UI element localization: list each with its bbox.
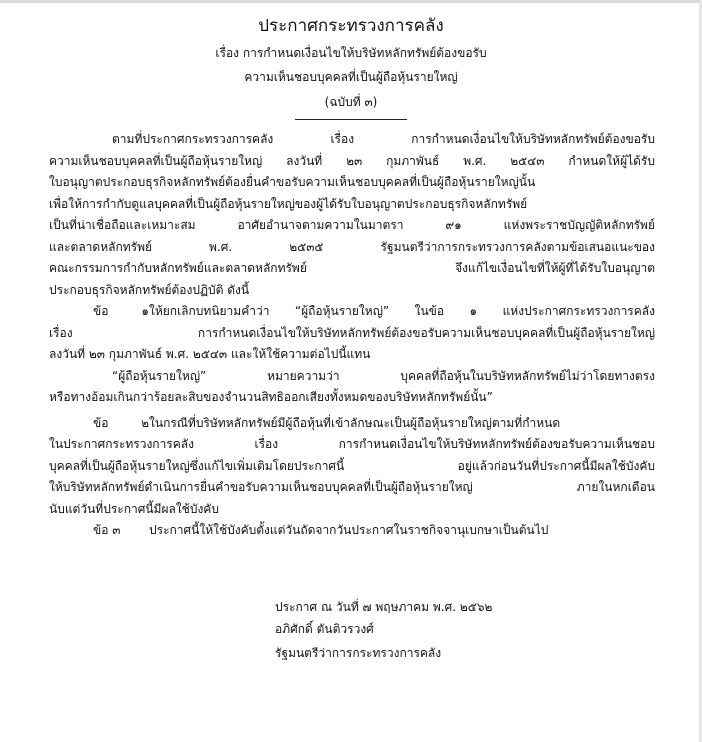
definition-line: “ผู้ถือหุ้นรายใหญ่” หมายความว่า บุคคลที่ถือหุ้นในบริษัทหลักทรัพย์ไม่ว่าโดยทางตรง [112,368,655,383]
clause-3-line [49,520,655,542]
edition-number: (ฉบับที่ ๓) [324,95,378,109]
title-divider [295,119,407,120]
intro-line: เพื่อให้การกำกับดูแลบุคคลที่เป็นผู้ถือหุ้นรายใหญ่ของผู้ได้รับใบอนุญาตประกอบธุรกิจหลักทรัพย์ [49,196,528,211]
clause-3-label: ข้อ ๓ [93,523,121,537]
clause-2-line: นับแต่วันที่ประกาศนี้มีผลใช้บังคับ [49,501,219,516]
clause-1-text: ให้ยกเลิกบทนิยามคำว่า “ผู้ถือหุ้นรายใหญ่” ในข้อ ๑ แห่งประกาศกระทรวงการคลัง [149,304,655,318]
clause-2-text: ในกรณีที่บริษัทหลักทรัพย์มีผู้ถือหุ้นที่เข้าลักษณะเป็นผู้ถือหุ้นรายใหญ่ตามที่กำหนด [149,415,561,430]
clause-1-line: ลงวันที่ ๒๓ กุมภาพันธ์ พ.ศ. ๒๕๔๓ และให้ใช้ความต่อไปนี้แทน [49,347,371,361]
clause-1-line [49,301,655,323]
clause-2-line: ให้บริษัทหลักทรัพย์ดำเนินการยื่นคำขอรับความเห็นชอบบุคคลที่เป็นผู้ถือหุ้นรายใหญ่ ภายในหกเดือน [49,480,655,494]
intro-line: ประกอบธุรกิจหลักทรัพย์ต้องปฏิบัติ ดังนี้ [49,282,250,297]
clause-2-label: ข้อ ๒ [93,415,149,430]
signatory-name: อภิศักดิ์ ตันติวรวงศ์ [275,622,374,636]
intro-line: คณะกรรมการกำกับหลักทรัพย์และตลาดหลักทรัพย์ จึงแก้ไขเงื่อนไขที่ให้ผู้ที่ได้รับใบอนุญาต [49,261,655,275]
document-title: ประกาศกระทรวงการคลัง [258,16,444,36]
clause-2-line: บุคคลที่เป็นผู้ถือหุ้นรายใหญ่ซึ่งแก้ไขเพิ่มเติมโดยประกาศนี้ อยู่แล้วก่อนวันที่ประกาศนี้มีผลใช้บังคับ [49,458,655,473]
top-border [0,0,702,3]
signature-date: ประกาศ ณ วันที่ ๗ พฤษภาคม พ.ศ. ๒๕๖๒ [275,600,493,614]
document-body [49,129,655,542]
intro-line: เป็นที่น่าเชื่อถือและเหมาะสม อาศัยอำนาจตามความในมาตรา ๙๑ แห่งพระราชบัญญัติหลักทรัพย์ [49,218,655,232]
clause-1-line: เรื่อง การกำหนดเงื่อนไขให้บริษัทหลักทรัพย์ต้องขอรับความเห็นชอบบุคคลที่เป็นผู้ถือหุ้นรายใหญ่ [49,325,655,340]
intro-line: และตลาดหลักทรัพย์ พ.ศ. ๒๕๓๕ รัฐมนตรีว่าการกระทรวงการคลังตามข้อเสนอแนะของ [49,239,655,254]
definition-line: หรือทางอ้อมเกินกว่าร้อยละสิบของจำนวนสิทธิออกเสียงทั้งหมดของบริษัทหลักทรัพย์นั้น” [49,390,493,404]
clause-2-line: ในประกาศกระทรวงการคลัง เรื่อง การกำหนดเงื่อนไขให้บริษัทหลักทรัพย์ต้องขอรับความเห็นชอบ [49,437,655,451]
intro-line: ตามที่ประกาศกระทรวงการคลัง เรื่อง การกำหนดเงื่อนไขให้บริษัทหลักทรัพย์ต้องขอรับ [112,132,655,146]
subject-line-1: เรื่อง การกำหนดเงื่อนไขให้บริษัทหลักทรัพย์ต้องขอรับ [215,46,487,60]
clause-3-text: ประกาศนี้ให้ใช้บังคับตั้งแต่วันถัดจากวันประกาศในราชกิจจานุเบกษาเป็นต้นไป [149,523,549,537]
subject-line-2: ความเห็นชอบบุคคลที่เป็นผู้ถือหุ้นรายใหญ่ [244,70,458,84]
clause-2-line [49,413,655,435]
intro-line: ใบอนุญาตประกอบธุรกิจหลักทรัพย์ต้องยื่นคำขอรับความเห็นชอบบุคคลที่เป็นผู้ถือหุ้นรายใหญ่นั้น [49,175,536,189]
signatory-position: รัฐมนตรีว่าการกระทรวงการคลัง [275,646,442,660]
intro-line: ความเห็นชอบบุคคลที่เป็นผู้ถือหุ้นรายใหญ่ ลงวันที่ ๒๓ กุมภาพันธ์ พ.ศ. ๒๕๔๓ กำหนดให้ผู้ได้รับ [49,153,655,168]
clause-1-label: ข้อ ๑ [93,304,149,318]
